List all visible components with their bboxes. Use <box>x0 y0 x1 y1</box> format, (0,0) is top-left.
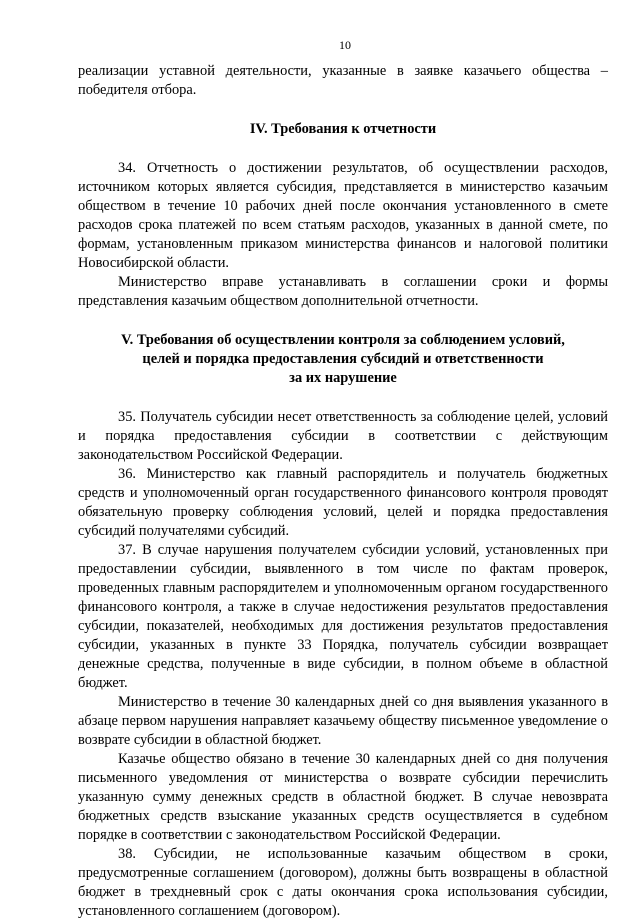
paragraph-37-obligation: Казачье общество обязано в течение 30 календарных дней со дня получения письменного уведомления от министерства о возврате субсидии перечислить указанную сумму денежных средств в областной бюджет. В случае невозврата бюджетных средств взыскание указанных средств осуществляется в судебном порядке в соответствии с законодательством Российской Федерации. <box>78 751 608 843</box>
section-5-heading-line: V. Требования об осуществлении контроля за соблюдением условий, <box>121 332 565 348</box>
section-5-heading-line: за их нарушение <box>289 370 397 386</box>
paragraph-37-notification: Министерство в течение 30 календарных дней со дня выявления указанного в абзаце первом нарушения направляет казачьему обществу письменное уведомление о возврате субсидии в областной бюджет. <box>78 694 608 748</box>
spacer <box>78 388 608 408</box>
paragraph-37: 37. В случае нарушения получателем субсидии условий, установленных при предоставлении субсидии, выявленного в том числе по фактам проверок, проведенных главным распорядителем и уполномоченным органом государственного финансового контроля, а также в случае недостижения результатов предоставления субсидии, показателей, необходимых для достижения результатов предоставления субсидии, указанных в пункте 33 Порядка, получатель субсидии возвращает денежные средства, полученные в виде субсидии, в полном объеме в областной бюджет. <box>78 542 608 691</box>
paragraph-34: 34. Отчетность о достижении результатов, об осуществлении расходов, источником которых является субсидия, представляется в министерство казачьим обществом в течение 10 рабочих дней после окончания установленного в смете расходов срока платежей по всем статьям расходов, указанных в данной смете, по формам, установленным приказом министерства финансов и налоговой политики Новосибирской области. <box>78 160 608 271</box>
paragraph-38: 38. Субсидии, не использованные казачьим обществом в сроки, предусмотренные соглашением (договором), должны быть возвращены в областной бюджет в трехдневный срок с даты окончания срока использования субсидии, установленного соглашением (договором). <box>78 846 608 919</box>
section-5-heading <box>78 331 608 388</box>
page-number: 10 <box>339 38 351 52</box>
section-4-heading: IV. Требования к отчетности <box>249 121 437 137</box>
section-5-heading-line: целей и порядка предоставления субсидий и ответственности <box>142 351 544 367</box>
spacer <box>78 311 608 331</box>
paragraph-36: 36. Министерство как главный распорядитель и получатель бюджетных средств и уполномоченный орган государственного финансового контроля проводят обязательную проверку соблюдения условий, целей и порядка предоставления субсидий получателями субсидий. <box>78 466 608 539</box>
paragraph-35: 35. Получатель субсидии несет ответственность за соблюдение целей, условий и порядка предоставления субсидии в соответствии с действующим законодательством Российской Федерации. <box>78 409 608 463</box>
intro-continuation-text: реализации уставной деятельности, указанные в заявке казачьего общества – победителя отбора. <box>78 63 608 98</box>
spacer <box>78 139 608 159</box>
spacer <box>78 100 608 120</box>
paragraph-34-addendum: Министерство вправе устанавливать в соглашении сроки и формы представления казачьим обществом дополнительной отчетности. <box>78 274 608 309</box>
